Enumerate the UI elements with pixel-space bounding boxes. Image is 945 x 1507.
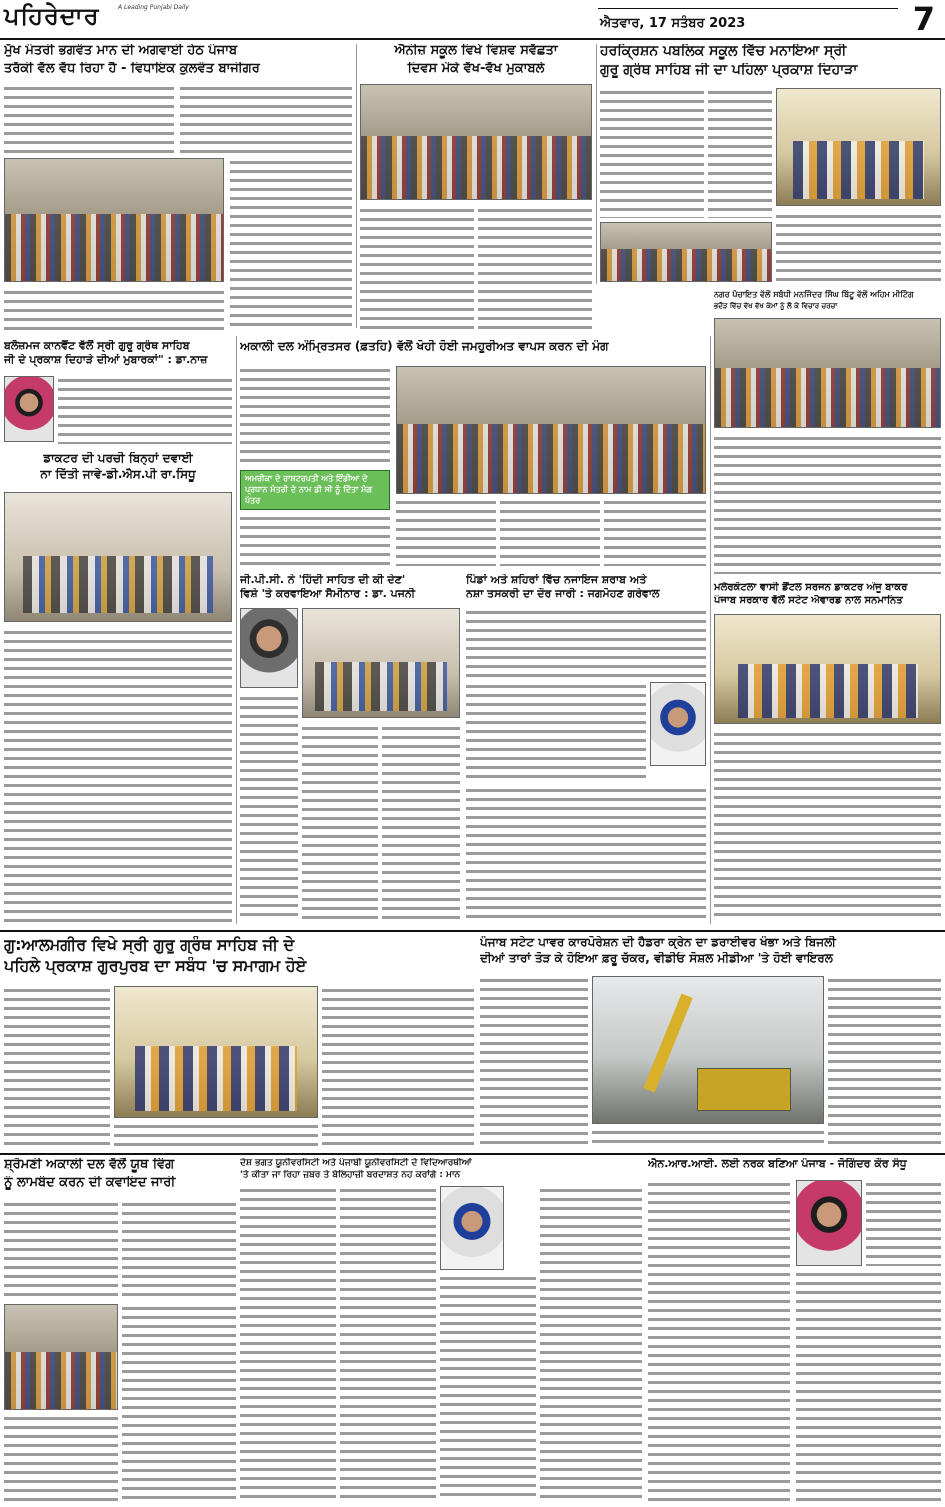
news-photo [714,318,941,428]
news-photo [396,366,706,494]
article-body [466,682,646,782]
article-body [4,986,110,1146]
article-body [4,288,224,332]
article-body [4,1414,118,1502]
news-photo [302,608,460,718]
article-body [600,88,704,218]
article-body [240,366,390,466]
article-body [540,1186,642,1502]
article-dsp-sidhu [4,452,232,924]
subheadline: ਭਦੌੜ ਵਿੱਚ ਵੱਖ ਵੱਖ ਕੰਮਾਂ ਨੂੰ ਲੈ ਕੇ ਵਿਚਾਰ ਚਰਚਾ [714,301,838,310]
headline: ਮੁੱਖ ਮੰਤਰੀ ਭਗਵੰਤ ਮਾਨ ਦੀ ਅਗਵਾਈ ਹੇਠ ਪੰਜਾਬ [4,44,238,58]
newspaper-logo: ਪਹਿਰੇਦਾਰ [4,2,100,30]
news-photo [360,84,592,200]
article-body [122,1304,236,1502]
article-body [592,1128,824,1146]
portrait-photo [796,1180,862,1266]
article-blossoms-convent [4,340,232,446]
article-body [714,434,941,574]
article-body [396,498,496,566]
headline: ਬਲੋਜ਼ਮਜ ਕਾਨਵੈਂਟ ਵੱਲੋਂ ਸ੍ਰੀ ਗੁਰੂ ਗ੍ਰੰਥ ਸਾਹਿਬ [4,340,190,352]
article-annies-school [360,44,592,334]
masthead [0,0,945,40]
headline: ਪਹਿਲੇ ਪ੍ਰਕਾਸ਼ ਗੁਰਪੁਰਬ ਦਾ ਸਬੰਧ 'ਚ ਸਮਾਗਮ ਹੋਏ [4,956,307,975]
article-body [122,1200,236,1300]
article-body [648,1180,790,1502]
headline: ਅਕਾਲੀ ਦਲ ਅੰਮ੍ਰਿਤਸਰ (ਫ਼ਤਹਿ) ਵੱਲੋਂ ਖੋਹੀ ਹੋਈ ਜਮਹੂਰੀਅਤ ਵਾਪਸ ਕਰਨ ਦੀ ਮੰਗ [240,340,609,353]
headline: ਨੂੰ ਲਾਮਬੰਦ ਕਰਨ ਦੀ ਕਵਾਇਦ ਜਾਰੀ [4,1175,176,1190]
portrait-photo [240,608,298,688]
article-body [360,206,474,332]
article-body [480,976,588,1146]
article-body [478,206,592,332]
headline: ਗੁਰੂ ਗ੍ਰੰਥ ਸਾਹਿਬ ਜੀ ਦਾ ਪਹਿਲਾ ਪ੍ਰਕਾਸ਼ ਦਿਹਾੜਾ [600,62,858,78]
news-photo [714,614,941,724]
article-body [828,976,941,1146]
article-nri-punjab [648,1158,941,1504]
headline: ਪਿੰਡਾਂ ਅਤੇ ਸ਼ਹਿਰਾਂ ਵਿੱਚ ਨਜਾਇਜ ਸ਼ਰਾਬ ਅਤੇ [466,574,647,586]
article-gurdwara-alamgir [4,936,474,1148]
callout-box: ਅਮਰੀਕਾ ਦੇ ਰਾਸ਼ਟਰਪਤੀ ਅਤੇ ਇੰਡੀਆ ਦੇ ਪ੍ਰਧਾਨ ਮੰਤਰੀ ਦੇ ਨਾਮ ਡੀ ਸੀ ਨੂੰ ਦਿੱਤਾ ਮੰਗ ਪੱਤਰ [240,470,390,510]
news-photo [776,88,941,206]
article-body [604,498,706,566]
article-akali-dal-fateh [240,340,706,568]
article-body [240,514,390,566]
column-divider [596,44,597,284]
article-desh-bhagat-university [240,1158,642,1504]
article-body [180,84,352,154]
news-photo [592,976,824,1124]
article-nagar-panchayat [714,290,941,576]
headline: ਐਨ.ਆਰ.ਆਈ. ਲਈ ਨਰਕ ਬਣਿਆ ਪੰਜਾਬ - ਜੋਗਿੰਦਰ ਕੌਰ ਸੰਧੂ [648,1158,907,1170]
news-photo [4,158,224,282]
headline: ਐਨੀਜ਼ ਸਕੂਲ ਵਿਖੇ ਵਿਸ਼ਵ ਸਵੱਛਤਾ [394,44,558,58]
article-body [466,608,706,678]
section-divider [0,1153,945,1155]
news-photo [4,1304,118,1410]
headline: ਸ਼੍ਰੋਮਣੀ ਅਕਾਲੀ ਦਲ ਵੱਲੋਂ ਯੂਥ ਵਿੰਗ [4,1158,175,1172]
article-body [58,376,232,444]
headline: ਡਾਕਟਰ ਦੀ ਪਰਚੀ ਬਿਨ੍ਹਾਂ ਦਵਾਈ [43,452,193,465]
article-cm-mann [4,44,352,334]
column-divider [356,44,357,328]
news-photo [600,222,772,282]
article-gpc-seminar [240,574,460,924]
article-harkrishan-school [600,44,941,284]
newspaper-tagline: A Leading Punjabi Daily [118,4,189,11]
headline: ਮਲੇਰਕੋਟਲਾ ਵਾਸੀ ਡੈਂਟਲ ਸਰਜਨ ਡਾਕਟਰ ਅੰਜੂ ਬਾਕਰ [714,582,908,593]
article-body [114,1122,318,1146]
headline: ਜੀ.ਪੀ.ਸੀ. ਨੇ 'ਹਿੰਦੀ ਸਾਹਿਤ ਦੀ ਕੀ ਦੇਣ' [240,574,406,586]
article-body [466,786,706,922]
article-body [240,1186,336,1502]
portrait-photo [650,682,706,766]
article-pspcl-crane [480,936,941,1148]
article-dental-award [714,582,941,924]
headline: ਨਾ ਦਿੱਤੀ ਜਾਵੇ-ਡੀ.ਐਸ.ਪੀ ਰਾ.ਸਿਧੂ [40,468,196,482]
portrait-photo [440,1186,504,1270]
headline: ਦਿਵਸ ਮੌਕੇ ਵੱਖ-ਵੱਖ ਮੁਕਾਬਲੇ [407,61,545,76]
headline: ਦੀਆਂ ਤਾਰਾਂ ਤੋੜ ਕੇ ਹੋਇਆ ਫ਼ਰੂ ਚੱਕਰ, ਵੀਡੀਓ ਸੋਸ਼ਲ ਮੀਡੀਆ 'ਤੇ ਹੋਈ ਵਾਇਰਲ [480,952,833,966]
article-body [240,694,298,922]
article-body [230,158,352,332]
article-illegal-liquor [466,574,706,924]
article-body [382,724,460,922]
article-youth-wing [4,1158,236,1504]
article-body [302,724,378,922]
headline: ਨਸ਼ਾ ਤਸਕਰੀ ਦਾ ਦੌਰ ਜਾਰੀ : ਜਗਮੋਹਣ ਗਰੇਵਾਲ [466,588,660,601]
article-body [440,1274,536,1502]
article-body [796,1270,941,1502]
headline: ਤਰੱਕੀ ਵੱਲ ਵੱਧ ਰਿਹਾ ਹੈ - ਵਿਧਾਇਕ ਕੁਲਵੰਤ ਬਾਜੀਗਰ [4,61,260,76]
headline: 'ਤੇ ਕੀਤਾ ਜਾ ਰਿਹਾ ਜ਼ਬਰ ਤੇ ਬੇਲਿਹਾਜ਼ੀ ਬਰਦਾਸ਼ਤ ਨਹ ਕਰਾਂਗੇ : ਮਾਨ [240,1170,461,1181]
headline: ਹਰਕ੍ਰਿਸ਼ਨ ਪਬਲਿਕ ਸਕੂਲ ਵਿੱਚ ਮਨਾਇਆ ਸ੍ਰੀ [600,44,847,59]
portrait-photo [4,376,54,442]
article-body [708,88,772,218]
headline: ਵਿਸ਼ੇ 'ਤੇ ਕਰਵਾਇਆ ਸੈਮੀਨਾਰ : ਡਾ. ਪਜਨੀ [240,588,416,601]
headline: ਜੀ ਦੇ ਪ੍ਰਕਾਸ਼ ਦਿਹਾੜੇ ਦੀਆਂ ਮੁਬਾਰਕਾਂ" : ਡਾ.ਨਾਜ਼ [4,354,208,367]
article-body [500,498,600,566]
article-body [714,730,941,922]
headline: ਗੁ:ਆਲਮਗੀਰ ਵਿਖੇ ਸ੍ਰੀ ਗੁਰੂ ਗ੍ਰੰਥ ਸਾਹਿਬ ਜੀ ਦੇ [4,936,295,954]
news-photo [114,986,318,1118]
article-body [776,212,941,282]
article-body [340,1186,436,1502]
headline: ਪੰਜਾਬ ਸਰਕਾਰ ਵੱਲੋਂ ਸਟੇਟ ਐਵਾਰਡ ਨਾਲ ਸਨਮਾਨਿਤ [714,595,903,607]
headline: ਨਗਰ ਪੰਚਾਇਤ ਵੱਲੋਂ ਸਬੰਧੀ ਮਨਜਿੰਦਰ ਸਿੰਘ ਬਿੱਟੂ ਵੱਲੋਂ ਅਹਿਮ ਮੀਟਿੰਗ [714,290,914,299]
column-divider [236,336,237,924]
news-photo [4,492,232,622]
article-body [322,986,474,1146]
article-body [866,1180,941,1266]
column-divider [710,336,711,924]
article-body [4,628,232,922]
headline: ਪੰਜਾਬ ਸਟੇਟ ਪਾਵਰ ਕਾਰਪੋਰੇਸ਼ਨ ਦੀ ਹੈਡਰਾ ਕ੍ਰੇਨ ਦਾ ਡਰਾਈਵਰ ਖੰਭਾ ਅਤੇ ਬਿਜਲੀ [480,936,836,949]
article-body [4,84,174,154]
issue-date: ਐਤਵਾਰ, 17 ਸਤੰਬਰ 2023 [600,16,746,31]
article-body [4,1200,118,1300]
section-divider [0,930,945,932]
masthead-rule [598,8,898,9]
page-number: 7 [912,0,935,38]
headline: ਦੇਸ਼ ਭਗਤ ਯੂਨੀਵਰਸਿਟੀ ਅਤੇ ਪੰਜਾਬੀ ਯੂਨੀਵਰਸਿਟੀ ਦੇ ਵਿਦਿਆਰਥੀਆਂ [240,1158,472,1168]
